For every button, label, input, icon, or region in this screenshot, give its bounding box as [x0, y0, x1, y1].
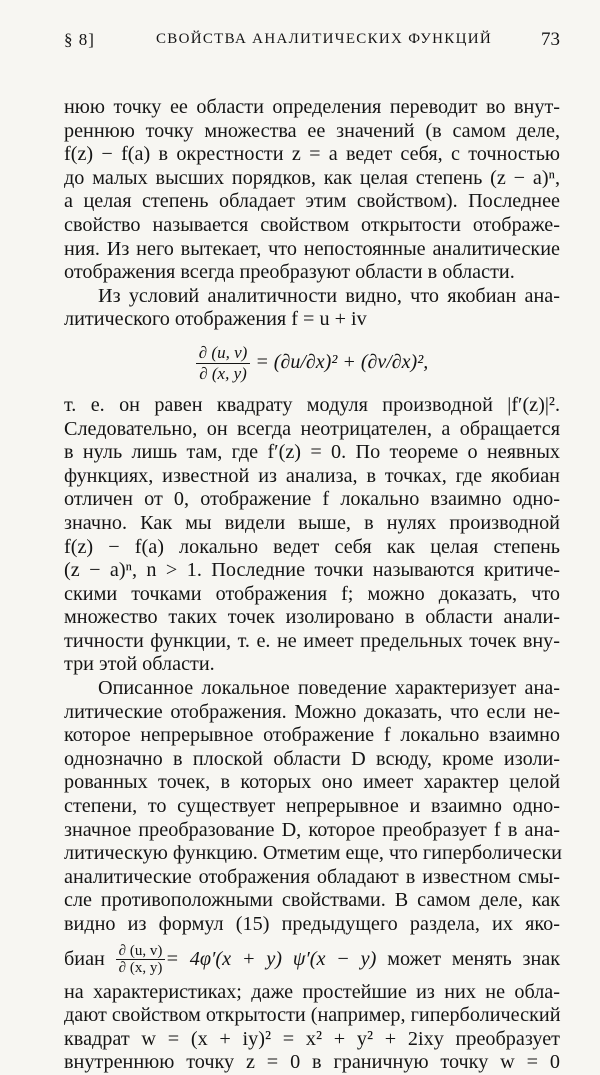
text-line: литического отображения f = u + iv [64, 308, 367, 331]
formula-rhs: = 4φ′(x + y) ψ′(x − y) [165, 947, 377, 970]
text-line: функциях, известной из анализа, в точках, где якобиан [64, 464, 560, 487]
jacobian-fraction [196, 343, 251, 384]
text-line: отличен от 0, отображение f локально взаимно одно- [64, 488, 560, 511]
text-line: свойство называется свойством открытости отображе- [64, 213, 560, 236]
text-line: рованных точек, в которых оно имеет характер целой [64, 771, 560, 794]
text-line: (z − a)ⁿ, n > 1. Последние точки называются критиче- [64, 559, 560, 582]
text-line: отображения всегда преобразуют области в области. [64, 261, 515, 284]
fraction-numerator: ∂ (u, v) [196, 343, 251, 364]
text-line: f(z) − f(a) в окрестности z = a ведет себя, с точностью [64, 143, 560, 166]
text-line: тичности функции, т. е. не имеет предельных точек вну- [64, 629, 560, 652]
text-line: однозначно в плоской области D всюду, кроме изоли- [64, 747, 560, 770]
text-line: сле противоположными свойствами. В самом деле, как [64, 889, 560, 912]
running-header [64, 30, 560, 60]
formula-suffix: может менять знак [387, 947, 561, 970]
fraction-numerator: ∂ (u, v) [116, 943, 166, 960]
text-line: реннюю точку множества ее значений (в самом деле, [64, 119, 560, 142]
text-line: значно. Как мы видели выше, в нулях производной [64, 511, 560, 534]
formula-prefix: биан [64, 947, 105, 970]
text-line: значное преобразование D, которое преобразует f в ана- [64, 818, 560, 841]
page-number: 73 [541, 29, 560, 50]
text-line: в нуль лишь там, где f′(z) = 0. По теореме о неявных [64, 441, 560, 464]
text-line: дают свойством открытости (например, гиперболический [64, 1004, 561, 1027]
text-line: квадрат w = (x + iy)² = x² + y² + 2ixy преобразует [64, 1027, 560, 1050]
text-line: а целая степень обладает этим свойством). Последнее [64, 190, 560, 213]
text-line: Из условий аналитичности видно, что якобиан ана- [98, 284, 560, 307]
text-line: f(z) − f(a) локально ведет себя как целая степень [64, 535, 560, 558]
text-line: внутреннюю точку z = 0 в граничную точку w = 0 [64, 1051, 560, 1074]
text-line: до малых высших порядков, как целая степень (z − a)ⁿ, [64, 166, 560, 189]
inline-jacobian-fraction [116, 943, 166, 976]
text-line: которое непрерывное отображение f локально взаимно [64, 724, 560, 747]
fraction-denominator: ∂ (x, y) [199, 363, 247, 383]
text-line: т. е. он равен квадрату модуля производной |f′(z)|². [64, 393, 560, 416]
text-line: литическую функцию. Отметим еще, что гиперболически [64, 842, 562, 865]
text-line: скими точками отображения f; можно доказать, что [64, 582, 560, 605]
jacobian-formula [64, 334, 560, 390]
page-body [64, 96, 560, 1075]
text-line: ния. Из него вытекает, что непостоянные аналитические [64, 237, 560, 260]
inline-formula-line [64, 937, 560, 981]
text-line: на характеристиках; даже простейшие из них не обла- [64, 980, 560, 1003]
text-line: видно из формул (15) предыдущего раздела, их яко- [64, 913, 560, 935]
section-ref: § 8] [64, 30, 95, 49]
running-title: СВОЙСТВА АНАЛИТИЧЕСКИХ ФУНКЦИЙ [156, 31, 492, 47]
text-line: Следовательно, он всегда неотрицателен, а обращается [64, 417, 560, 440]
fraction-denominator: ∂ (x, y) [118, 960, 163, 977]
text-line: три этой области. [64, 653, 215, 676]
text-line: литические отображения. Можно доказать, что если не- [64, 700, 560, 723]
text-line: множество таких точек изолировано в области анали- [64, 606, 560, 629]
text-line: нюю точку ее области определения переводит во внут- [64, 96, 560, 118]
text-line: степени, то существует непрерывное и взаимно одно- [64, 795, 560, 818]
formula-rhs: = (∂u/∂x)² + (∂v/∂x)², [255, 350, 429, 373]
text-line: Описанное локальное поведение характеризует ана- [98, 677, 560, 700]
text-line: аналитические отображения обладают в известном смы- [64, 865, 560, 888]
